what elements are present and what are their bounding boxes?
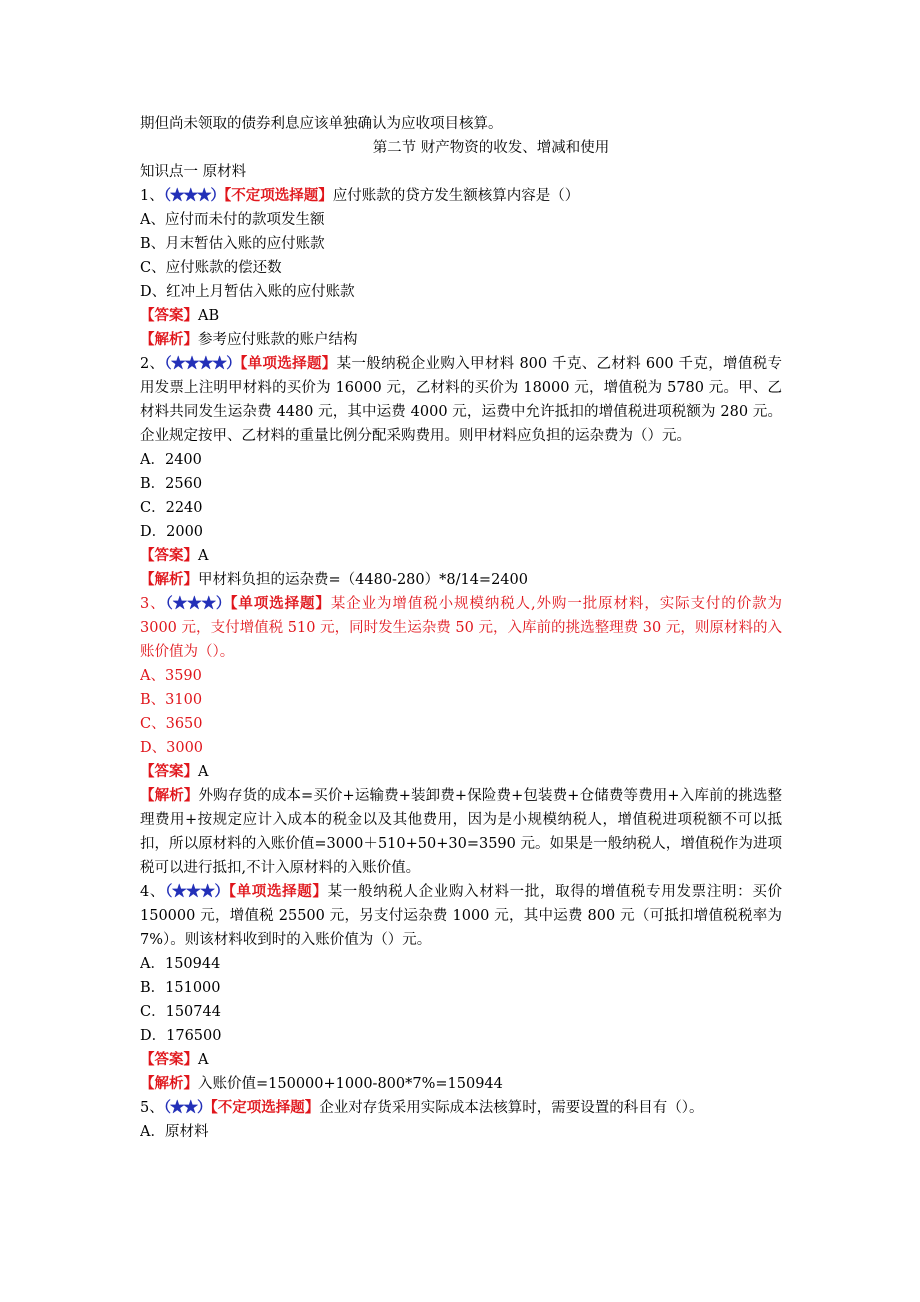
- question-5: [140, 1096, 782, 1120]
- question-text: 某一般纳税人企业购入材料一批，取得的增值税专用发票注明：买价 150000 元，增值税 25500 元，另支付运杂费 1000 元，其中运费 800 元（可抵扣增值税税率为 7%）。则该材料收到时的入账价值为（）元。: [140, 884, 783, 948]
- option-c: C．2240: [140, 500, 203, 516]
- option-c: C．150744: [140, 1004, 221, 1020]
- question-type-tag: 【单项选择题】: [228, 883, 328, 900]
- analysis-tag: 【解析】: [140, 787, 199, 804]
- option-a: A．2400: [140, 452, 202, 468]
- answer-tag: 【答案】: [140, 307, 198, 324]
- option-a: A、3590: [140, 668, 202, 684]
- document-page: [140, 112, 782, 1144]
- answer-tag: 【答案】: [140, 1051, 198, 1068]
- answer-tag: 【答案】: [140, 763, 198, 780]
- option-d: D．176500: [140, 1028, 222, 1044]
- option-d: D．2000: [140, 524, 204, 540]
- answer-line: [140, 544, 782, 568]
- question-text: 企业对存货采用实际成本法核算时，需要设置的科目有（）。: [319, 1100, 704, 1116]
- option-a: A．150944: [140, 956, 221, 972]
- question-number: 3、: [140, 596, 166, 612]
- analysis-tag: 【解析】: [140, 1075, 198, 1092]
- analysis-text: 甲材料负担的运杂费=（4480-280）*8/14=2400: [198, 572, 528, 588]
- option-a: A．原材料: [140, 1124, 209, 1140]
- answer-value: A: [198, 548, 209, 564]
- question-text: 某企业为增值税小规模纳税人,外购一批原材料，实际支付的价款为 3000 元，支付增值税 510 元，同时发生运杂费 50 元，入库前的挑选整理费 30 元，则原材料的入账价值为（）。: [140, 596, 783, 660]
- knowledge-point-heading: 知识点一 原材料: [140, 164, 247, 180]
- question-type-tag: 【单项选择题】: [240, 355, 337, 372]
- analysis-line: [140, 1072, 782, 1096]
- difficulty-stars: （★★）: [163, 1099, 211, 1116]
- analysis-text: 参考应付账款的账户结构: [198, 332, 358, 348]
- answer-tag: 【答案】: [140, 547, 198, 564]
- answer-line: [140, 304, 782, 328]
- intro-tail-text: 期但尚未领取的债券利息应该单独确认为应收项目核算。: [140, 116, 503, 132]
- option-c: C、3650: [140, 716, 203, 732]
- analysis-tag: 【解析】: [140, 571, 198, 588]
- question-type-tag: 【单项选择题】: [230, 595, 331, 612]
- question-text: 某一般纳税企业购入甲材料 800 千克、乙材料 600 千克，增值税专用发票上注明甲材料的买价为 16000 元，乙材料的买价为 18000 元，增值税为 5780 元。甲、乙材料共同发生运杂费 4480 元，其中运费 4000 元，运费中允许抵扣的增值税进项税额为 280 元。企业规定按甲、乙材料的重量比例分配采购费用。则甲材料应负担的运杂费为（）元。: [140, 356, 782, 444]
- option-b: B、月末暂估入账的应付账款: [140, 236, 325, 252]
- question-3: [140, 592, 782, 664]
- question-4: [140, 880, 782, 952]
- option-d: D、3000: [140, 740, 204, 756]
- question-number: 2、: [140, 356, 165, 372]
- analysis-text: 外购存货的成本=买价+运输费+装卸费+保险费+包装费+仓储费等费用+入库前的挑选整理费用+按规定应计入成本的税金以及其他费用，因为是小规模纳税人，增值税进项税额不可以抵扣，所以原材料的入账价值=3000＋510+50+30=3590 元。如果是一般纳税人，增值税作为进项税可以进行抵扣,不计入原材料的入账价值。: [140, 788, 783, 876]
- question-type-tag: 【不定项选择题】: [210, 1099, 320, 1116]
- question-1: [140, 184, 782, 208]
- analysis-tag: 【解析】: [140, 331, 198, 348]
- answer-line: [140, 760, 782, 784]
- option-a: A、应付而未付的款项发生额: [140, 212, 325, 228]
- question-number: 1、: [140, 188, 164, 204]
- question-2: [140, 352, 782, 448]
- difficulty-stars: （★★★★）: [164, 355, 241, 372]
- option-d: D、红冲上月暂估入账的应付账款: [140, 284, 355, 300]
- section-title: 第二节 财产物资的收发、增减和使用: [372, 140, 610, 156]
- answer-value: A: [198, 764, 209, 780]
- question-text: 应付账款的贷方发生额核算内容是（）: [332, 188, 580, 204]
- option-c: C、应付账款的偿还数: [140, 260, 282, 276]
- difficulty-stars: （★★★）: [165, 595, 231, 612]
- analysis-line: [140, 328, 782, 352]
- option-b: B、3100: [140, 692, 203, 708]
- analysis-text: 入账价值=150000+1000-800*7%=150944: [198, 1076, 503, 1092]
- difficulty-stars: （★★★）: [163, 187, 224, 204]
- answer-value: A: [198, 1052, 209, 1068]
- option-b: B．2560: [140, 476, 203, 492]
- answer-value: AB: [198, 308, 220, 324]
- question-number: 5、: [140, 1100, 164, 1116]
- analysis-line: [140, 568, 782, 592]
- answer-line: [140, 1048, 782, 1072]
- question-type-tag: 【不定项选择题】: [223, 187, 333, 204]
- analysis-line: [140, 784, 782, 880]
- option-b: B．151000: [140, 980, 221, 996]
- question-number: 4、: [140, 884, 166, 900]
- difficulty-stars: （★★★）: [165, 883, 229, 900]
